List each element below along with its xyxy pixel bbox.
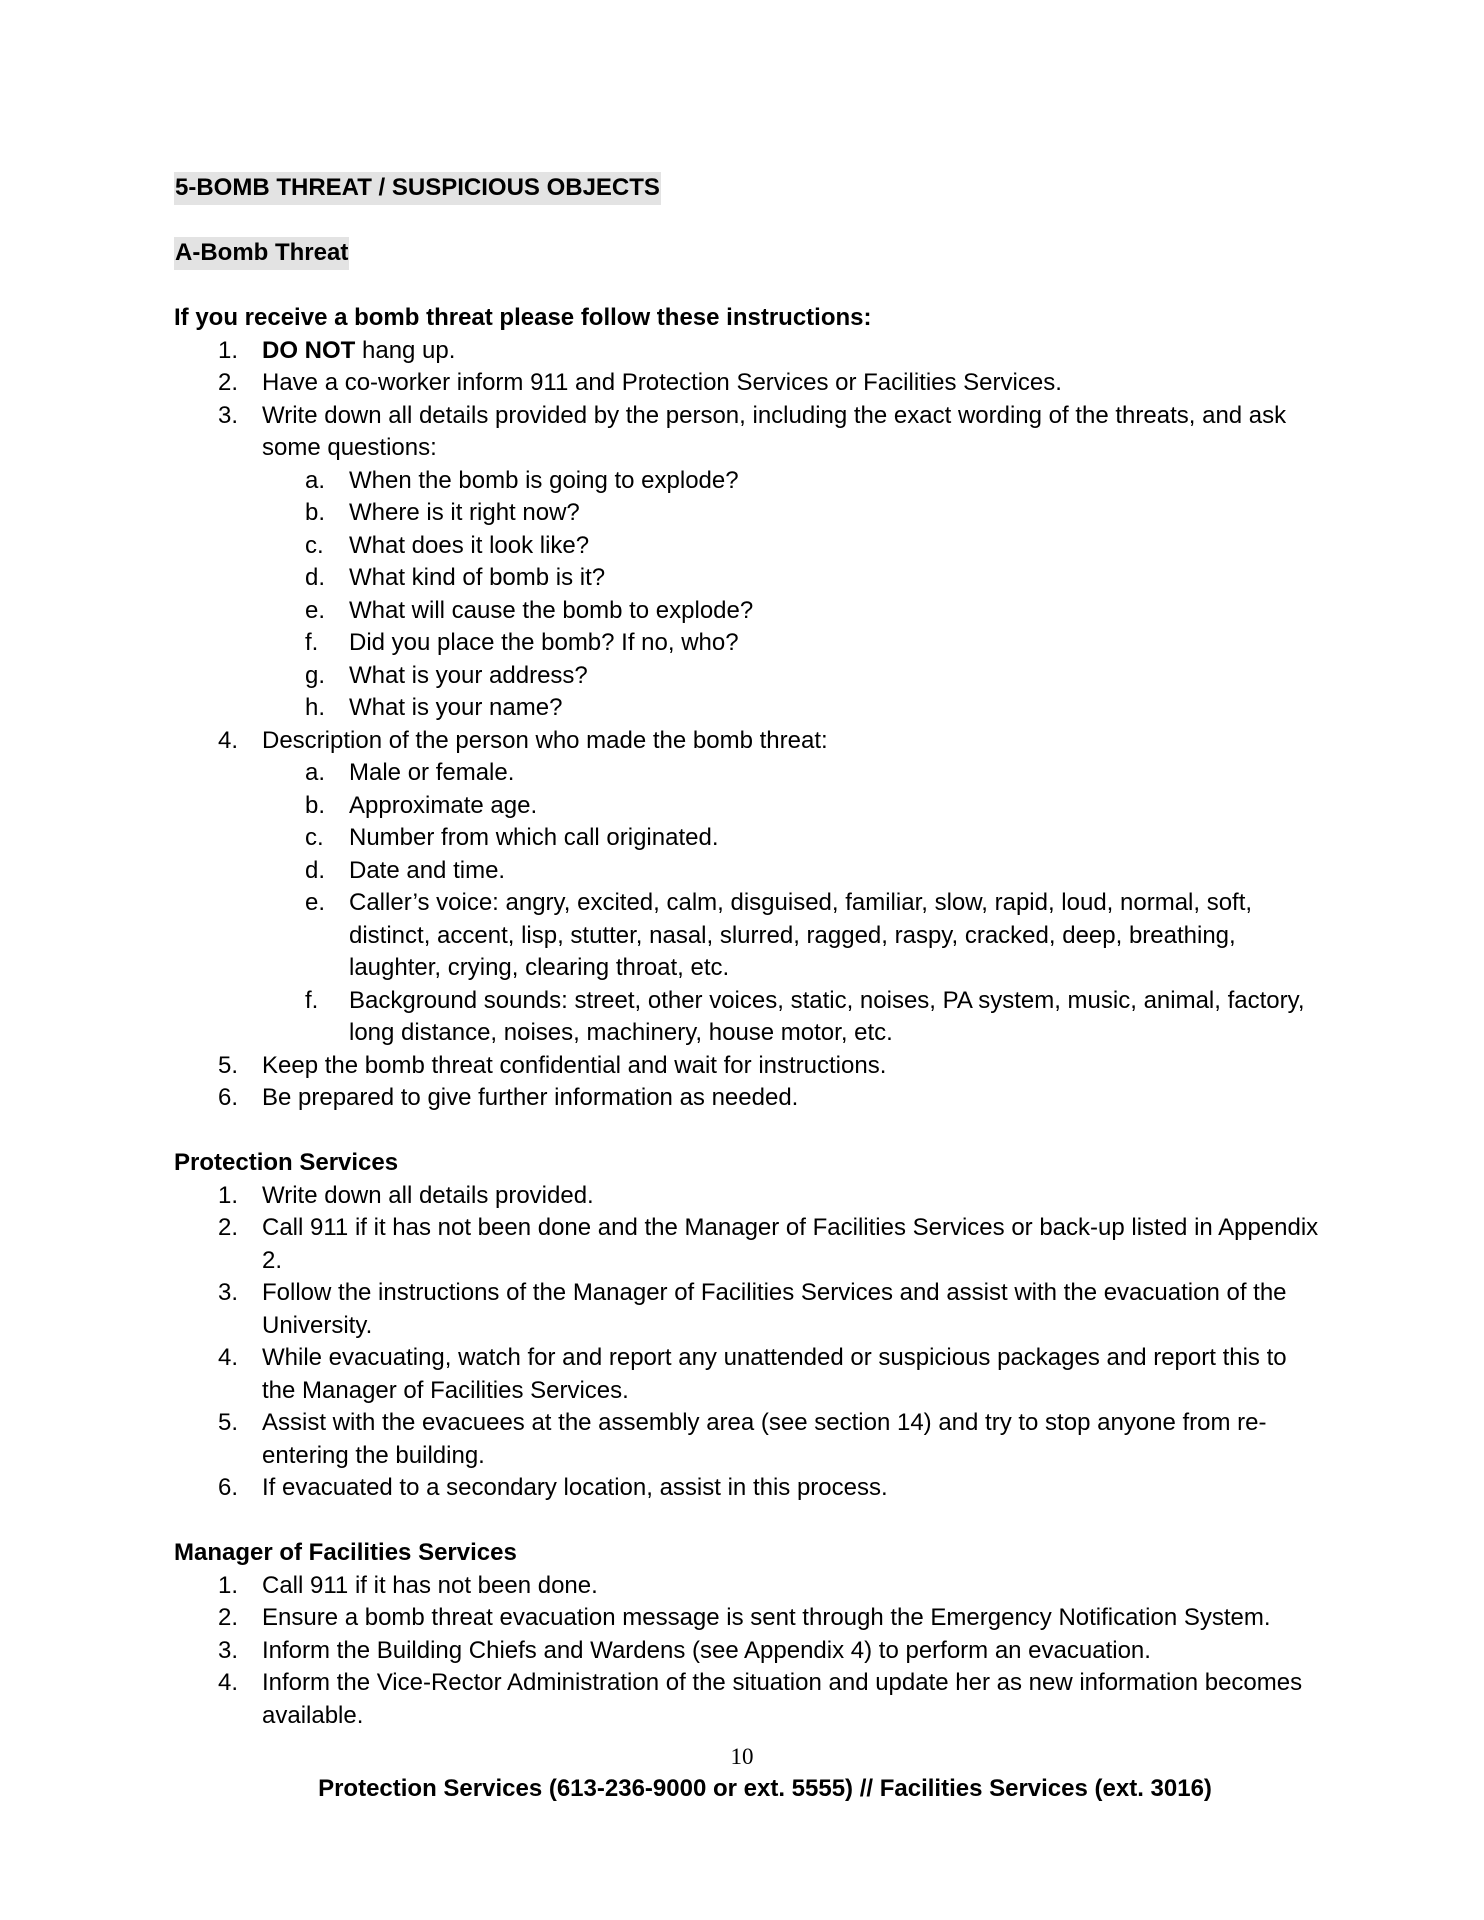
list-item: 4. While evacuating, watch for and report any unattended or suspicious packages and report this to the Manager of Facilities Services.	[218, 1344, 1287, 1404]
manager-heading: Manager of Facilities Services	[174, 1539, 517, 1566]
sublist-item: c. What does it look like?	[305, 531, 590, 559]
page-number: 10	[730, 1744, 754, 1769]
list-item: 5. Assist with the evacuees at the assembly area (see section 14) and try to stop anyone from re-entering the building.	[218, 1409, 1267, 1469]
list-item: 6. If evacuated to a secondary location, assist in this process.	[218, 1474, 888, 1501]
list-item: 3. Inform the Building Chiefs and Wardens (see Appendix 4) to perform an evacuation.	[218, 1636, 1151, 1664]
list-item: 5. Keep the bomb threat confidential and wait for instructions.	[218, 1051, 887, 1079]
sublist-item: f. Did you place the bomb? If no, who?	[305, 629, 739, 656]
list-item: 1. Write down all details provided.	[218, 1181, 594, 1209]
footer-contacts: Protection Services (613-236-9000 or ext. 5555) // Facilities Services (ext. 3016)	[318, 1775, 1212, 1802]
sublist-item: c. Number from which call originated.	[305, 824, 719, 851]
intro-text: If you receive a bomb threat please follow these instructions:	[174, 304, 872, 331]
list-item: 2. Have a co-worker inform 911 and Protection Services or Facilities Services.	[218, 369, 1062, 396]
list-item: 1. DO NOT hang up.	[218, 336, 456, 364]
page-content	[174, 172, 1324, 1732]
list-item: 4. Inform the Vice-Rector Administration of the situation and update her as new information becomes available.	[218, 1669, 1303, 1729]
section-title: 5-BOMB THREAT / SUSPICIOUS OBJECTS	[174, 172, 661, 205]
sublist-item: b. Approximate age.	[305, 791, 538, 819]
manager-steps-list	[174, 1570, 1324, 1733]
list-item: 3. Write down all details provided by the person, including the exact wording of the threats, and ask some questions: a. When the bomb is going to explode? b. Where is it right now? c. What does it look like? d. What kind of bomb is it? e. What will cause the bomb to explode? f. Did you place the bomb? If no, who? g. What is your address? h. What is your name?	[174, 400, 1324, 725]
sublist-item: d. What kind of bomb is it?	[305, 564, 606, 591]
section-heading	[174, 172, 1324, 205]
description-sublist	[262, 757, 1324, 1050]
subsection-title: A-Bomb Threat	[174, 237, 349, 270]
receive-steps-list	[174, 335, 1324, 1115]
protection-services-heading: Protection Services	[174, 1149, 399, 1176]
sublist-item: a. Male or female.	[305, 759, 515, 786]
sublist-item: e. Caller’s voice: angry, excited, calm, disguised, familiar, slow, rapid, loud, normal, soft, distinct, accent, lisp, stutter, nasal, slurred, ragged, raspy, cracked, deep, breathing, laughter, crying, clearing throat, etc.	[305, 889, 1253, 981]
sublist-item: d. Date and time.	[305, 856, 506, 884]
sublist-item: g. What is your address?	[305, 661, 588, 689]
questions-sublist	[262, 465, 1324, 725]
sublist-item: b. Where is it right now?	[305, 499, 580, 526]
sublist-item: a. When the bomb is going to explode?	[305, 466, 739, 494]
list-item: 1. Call 911 if it has not been done.	[218, 1571, 598, 1599]
sublist-item: f. Background sounds: street, other voices, static, noises, PA system, music, animal, factory, long distance, noises, machinery, house motor, etc.	[305, 986, 1305, 1046]
list-item: 2. Call 911 if it has not been done and the Manager of Facilities Services or back-up listed in Appendix 2.	[218, 1214, 1319, 1274]
list-item: 6. Be prepared to give further information as needed.	[218, 1084, 799, 1111]
list-item: 2. Ensure a bomb threat evacuation message is sent through the Emergency Notification System.	[218, 1604, 1271, 1631]
protection-steps-list	[174, 1180, 1324, 1505]
list-item: 4. Description of the person who made the bomb threat: a. Male or female. b. Approximate age. c. Number from which call originated. d. Date and time. e. Caller’s voice: angry, excited, calm, disguised, familiar, slow, rapid, loud, normal, soft, distinct, accent, lisp, stutter, nasal, slurred, ragged, raspy, cracked, deep, breathing, laughter, crying, clearing throat, etc. f. Background sounds: street, other voices, static, noises, PA system, music, animal, factory, long distance, noises, machinery, house motor, etc.	[174, 725, 1324, 1050]
list-item: 3. Follow the instructions of the Manager of Facilities Services and assist with the evacuation of the University.	[218, 1279, 1287, 1339]
subsection-heading	[174, 237, 1324, 270]
sublist-item: e. What will cause the bomb to explode?	[305, 596, 754, 624]
sublist-item: h. What is your name?	[305, 694, 563, 721]
